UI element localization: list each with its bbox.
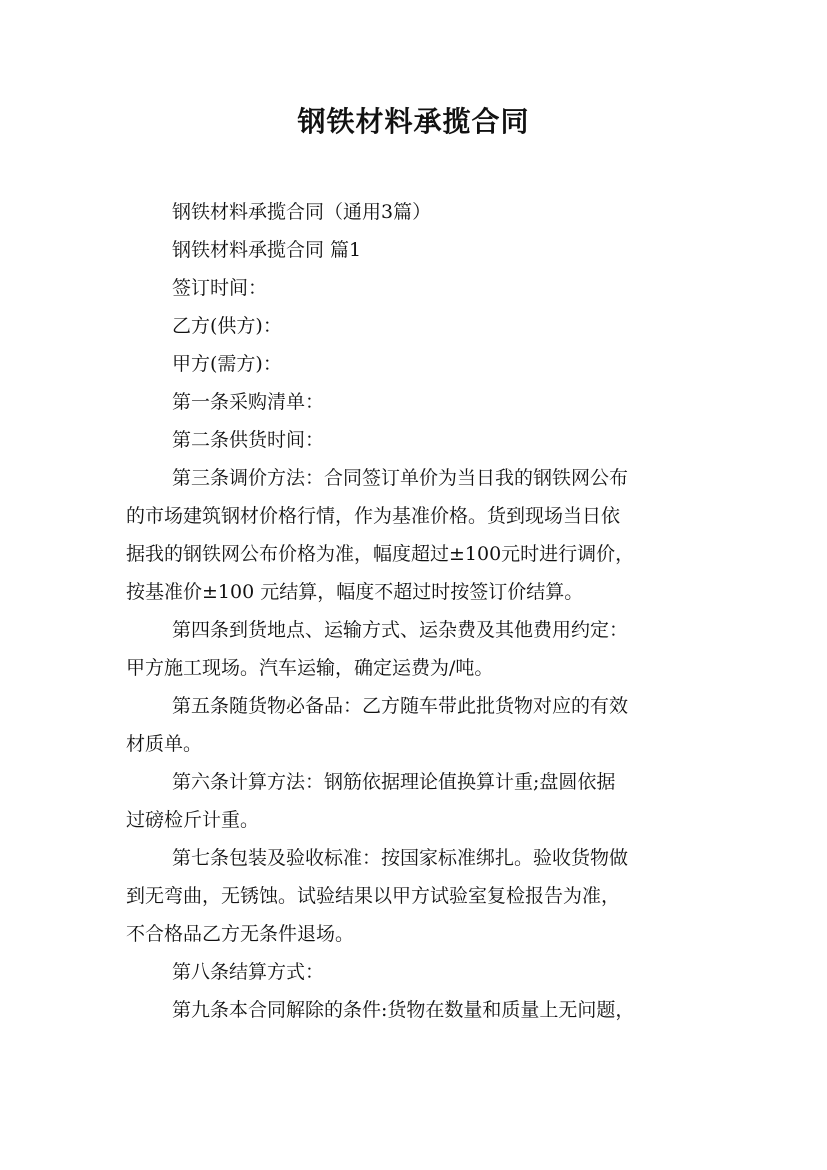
paragraph-line: 材质单。 bbox=[126, 733, 203, 755]
paragraph-line: 第一条采购清单： bbox=[172, 391, 325, 413]
paragraph-line: 第八条结算方式： bbox=[172, 961, 325, 983]
paragraph-line: 按基准价±100 元结算，幅度不超过时按签订价结算。 bbox=[126, 581, 584, 603]
paragraph-line: 甲方(需方)： bbox=[172, 353, 282, 375]
paragraph-line: 第九条本合同解除的条件:货物在数量和质量上无问题， bbox=[172, 999, 635, 1021]
paragraph-line: 据我的钢铁网公布价格为准，幅度超过±100元时进行调价， bbox=[126, 543, 635, 565]
paragraph-line: 第二条供货时间： bbox=[172, 429, 325, 451]
paragraph-line: 钢铁材料承揽合同（通用3篇） bbox=[172, 201, 432, 223]
paragraph-line: 不合格品乙方无条件退场。 bbox=[126, 923, 355, 945]
paragraph-line: 到无弯曲，无锈蚀。试验结果以甲方试验室复检报告为准， bbox=[126, 885, 621, 907]
paragraph-line: 的市场建筑钢材价格行情，作为基准价格。货到现场当日依 bbox=[126, 505, 621, 527]
paragraph-line: 过磅检斤计重。 bbox=[126, 809, 260, 831]
paragraph-line: 第四条到货地点、运输方式、运杂费及其他费用约定： bbox=[172, 619, 629, 641]
paragraph-line: 第七条包装及验收标准：按国家标准绑扎。验收货物做 bbox=[172, 847, 629, 869]
document-title: 钢铁材料承揽合同 bbox=[297, 105, 530, 138]
document-body bbox=[126, 193, 726, 1029]
paragraph-line: 第五条随货物必备品：乙方随车带此批货物对应的有效 bbox=[172, 695, 629, 717]
paragraph-line: 第三条调价方法：合同签订单价为当日我的钢铁网公布 bbox=[172, 467, 629, 489]
paragraph-line: 签订时间： bbox=[172, 277, 268, 299]
paragraph-line: 甲方施工现场。汽车运输，确定运费为/吨。 bbox=[126, 657, 494, 679]
paragraph-line: 乙方(供方)： bbox=[172, 315, 282, 337]
paragraph-line: 钢铁材料承揽合同 篇1 bbox=[172, 239, 362, 261]
paragraph-line: 第六条计算方法：钢筋依据理论值换算计重;盘圆依据 bbox=[172, 771, 616, 793]
